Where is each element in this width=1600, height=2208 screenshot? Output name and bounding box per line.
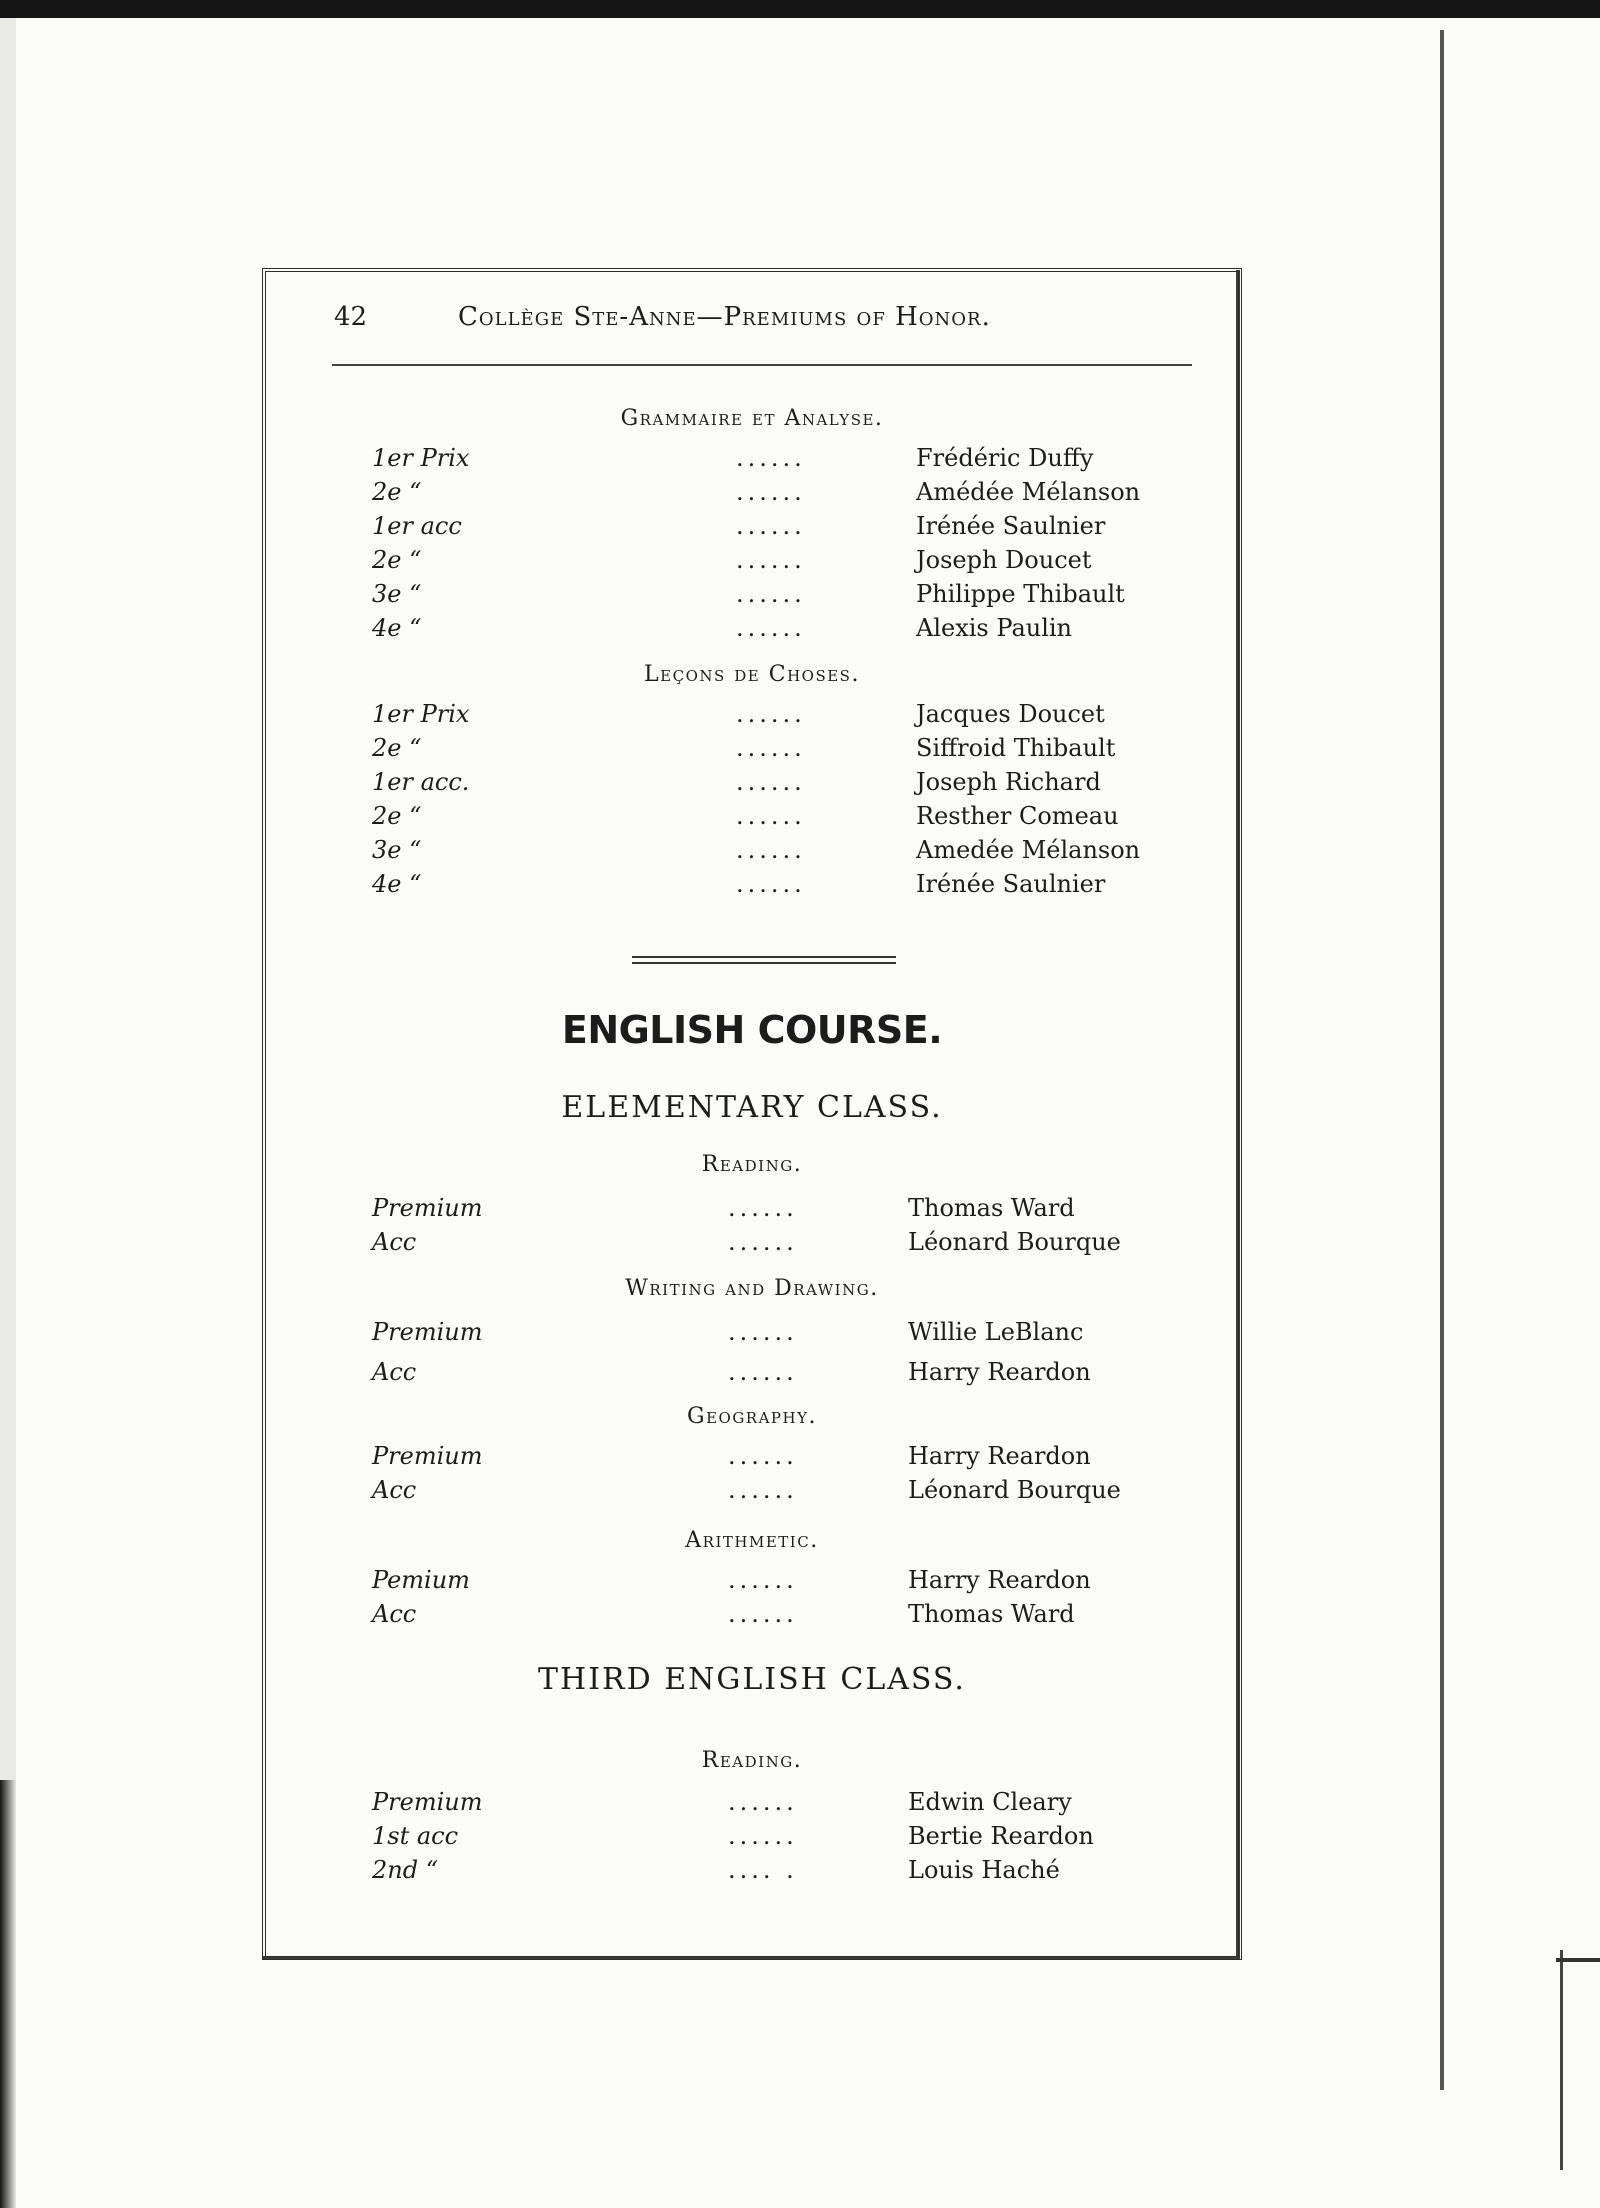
rank-label: Premium [372,1194,483,1222]
section-divider [632,956,896,964]
rank-label: 2e “ [372,734,422,762]
winner-name: Frédéric Duffy [916,444,1094,472]
scan-edge [0,0,1600,18]
course-title: ENGLISH COURSE. [561,1008,943,1052]
leader-dots: ...... [728,1476,798,1504]
list-item [266,1600,1238,1634]
list-item [266,1822,1238,1856]
scan-shadow [0,1780,16,2208]
leader-dots: ...... [736,768,806,796]
list-item [266,1442,1238,1476]
rank-label: Pemium [372,1566,470,1594]
rank-label: Premium [372,1442,483,1470]
list-item [266,1788,1238,1822]
section-heading-reading: Reading. [701,1152,803,1177]
list-item [266,700,1238,734]
rank-label: Acc [372,1228,417,1256]
winner-name: Léonard Bourque [908,1476,1121,1504]
winner-name: Léonard Bourque [908,1228,1121,1256]
rank-label: 1er acc. [372,768,470,796]
list-item [266,546,1238,580]
class-heading-third: THIRD ENGLISH CLASS. [538,1662,966,1697]
list-item [266,444,1238,478]
leader-dots: ...... [736,444,806,472]
list-item [266,802,1238,836]
winner-name: Amédée Mélanson [916,478,1141,506]
winner-name: Harry Reardon [908,1358,1091,1386]
list-item [266,1194,1238,1228]
leader-dots: .... . [728,1856,798,1884]
leader-dots: ...... [736,614,806,642]
list-item [266,768,1238,802]
rank-label: Premium [372,1788,483,1816]
leader-dots: ...... [736,580,806,608]
running-title: Collège Ste-Anne—Premiums of Honor. [458,302,991,332]
winner-name: Jacques Doucet [916,700,1105,728]
list-item [266,1856,1238,1890]
rank-label: 1st acc [372,1822,459,1850]
section-heading-geography: Geography. [687,1404,817,1429]
leader-dots: ...... [736,870,806,898]
rank-label: 4e “ [372,870,422,898]
rank-label: 1er Prix [372,700,470,728]
winner-name: Irénée Saulnier [916,870,1106,898]
leader-dots: ...... [736,700,806,728]
winner-name: Bertie Reardon [908,1822,1094,1850]
winner-name: Joseph Doucet [916,546,1092,574]
winner-name: Irénée Saulnier [916,512,1106,540]
rank-label: 2nd “ [372,1856,438,1884]
page-number: 42 [334,302,368,332]
leader-dots: ...... [728,1788,798,1816]
header-rule [332,364,1192,366]
section-heading-writing: Writing and Drawing. [625,1276,879,1301]
leader-dots: ...... [736,478,806,506]
winner-name: Louis Haché [908,1856,1060,1884]
winner-name: Amedée Mélanson [916,836,1141,864]
page-frame [262,268,1242,1960]
leader-dots: ...... [736,546,806,574]
list-item [266,1566,1238,1600]
rank-label: Acc [372,1600,417,1628]
running-head [334,302,1164,342]
winner-name: Siffroid Thibault [916,734,1116,762]
list-item [266,614,1238,648]
rank-label: Acc [372,1476,417,1504]
section-heading-reading-third: Reading. [701,1748,803,1773]
section-heading-lecons: Leçons de Choses. [644,662,860,687]
book-spine-line [1440,30,1444,2090]
leader-dots: ...... [736,734,806,762]
leader-dots: ...... [728,1566,798,1594]
winner-name: Harry Reardon [908,1566,1091,1594]
list-item [266,580,1238,614]
leader-dots: ...... [728,1318,798,1346]
winner-name: Thomas Ward [908,1194,1075,1222]
list-item [266,1476,1238,1510]
winner-name: Joseph Richard [916,768,1101,796]
rank-label: 2e “ [372,802,422,830]
section-heading-grammaire: Grammaire et Analyse. [620,406,884,431]
list-item [266,734,1238,768]
winner-name: Harry Reardon [908,1442,1091,1470]
list-item [266,1228,1238,1262]
leader-dots: ...... [736,836,806,864]
list-item [266,478,1238,512]
winner-name: Alexis Paulin [916,614,1073,642]
winner-name: Willie LeBlanc [908,1318,1084,1346]
leader-dots: ...... [736,512,806,540]
facing-page-edge [1560,1950,1563,2170]
list-item [266,1358,1238,1392]
list-item [266,1318,1238,1352]
leader-dots: ...... [728,1228,798,1256]
rank-label: 2e “ [372,546,422,574]
facing-page-rule [1556,1958,1600,1962]
leader-dots: ...... [736,802,806,830]
rank-label: Acc [372,1358,417,1386]
list-item [266,836,1238,870]
rank-label: 3e “ [372,580,422,608]
leader-dots: ...... [728,1194,798,1222]
leader-dots: ...... [728,1822,798,1850]
leader-dots: ...... [728,1442,798,1470]
list-item [266,512,1238,546]
leader-dots: ...... [728,1600,798,1628]
class-heading-elementary: ELEMENTARY CLASS. [561,1090,943,1125]
winner-name: Edwin Cleary [908,1788,1072,1816]
leader-dots: ...... [728,1358,798,1386]
rank-label: 1er Prix [372,444,470,472]
rank-label: 2e “ [372,478,422,506]
rank-label: 1er acc [372,512,462,540]
winner-name: Philippe Thibault [916,580,1125,608]
rank-label: Premium [372,1318,483,1346]
list-item [266,870,1238,904]
rank-label: 4e “ [372,614,422,642]
section-heading-arithmetic: Arithmetic. [685,1528,819,1553]
winner-name: Resther Comeau [916,802,1119,830]
winner-name: Thomas Ward [908,1600,1075,1628]
rank-label: 3e “ [372,836,422,864]
